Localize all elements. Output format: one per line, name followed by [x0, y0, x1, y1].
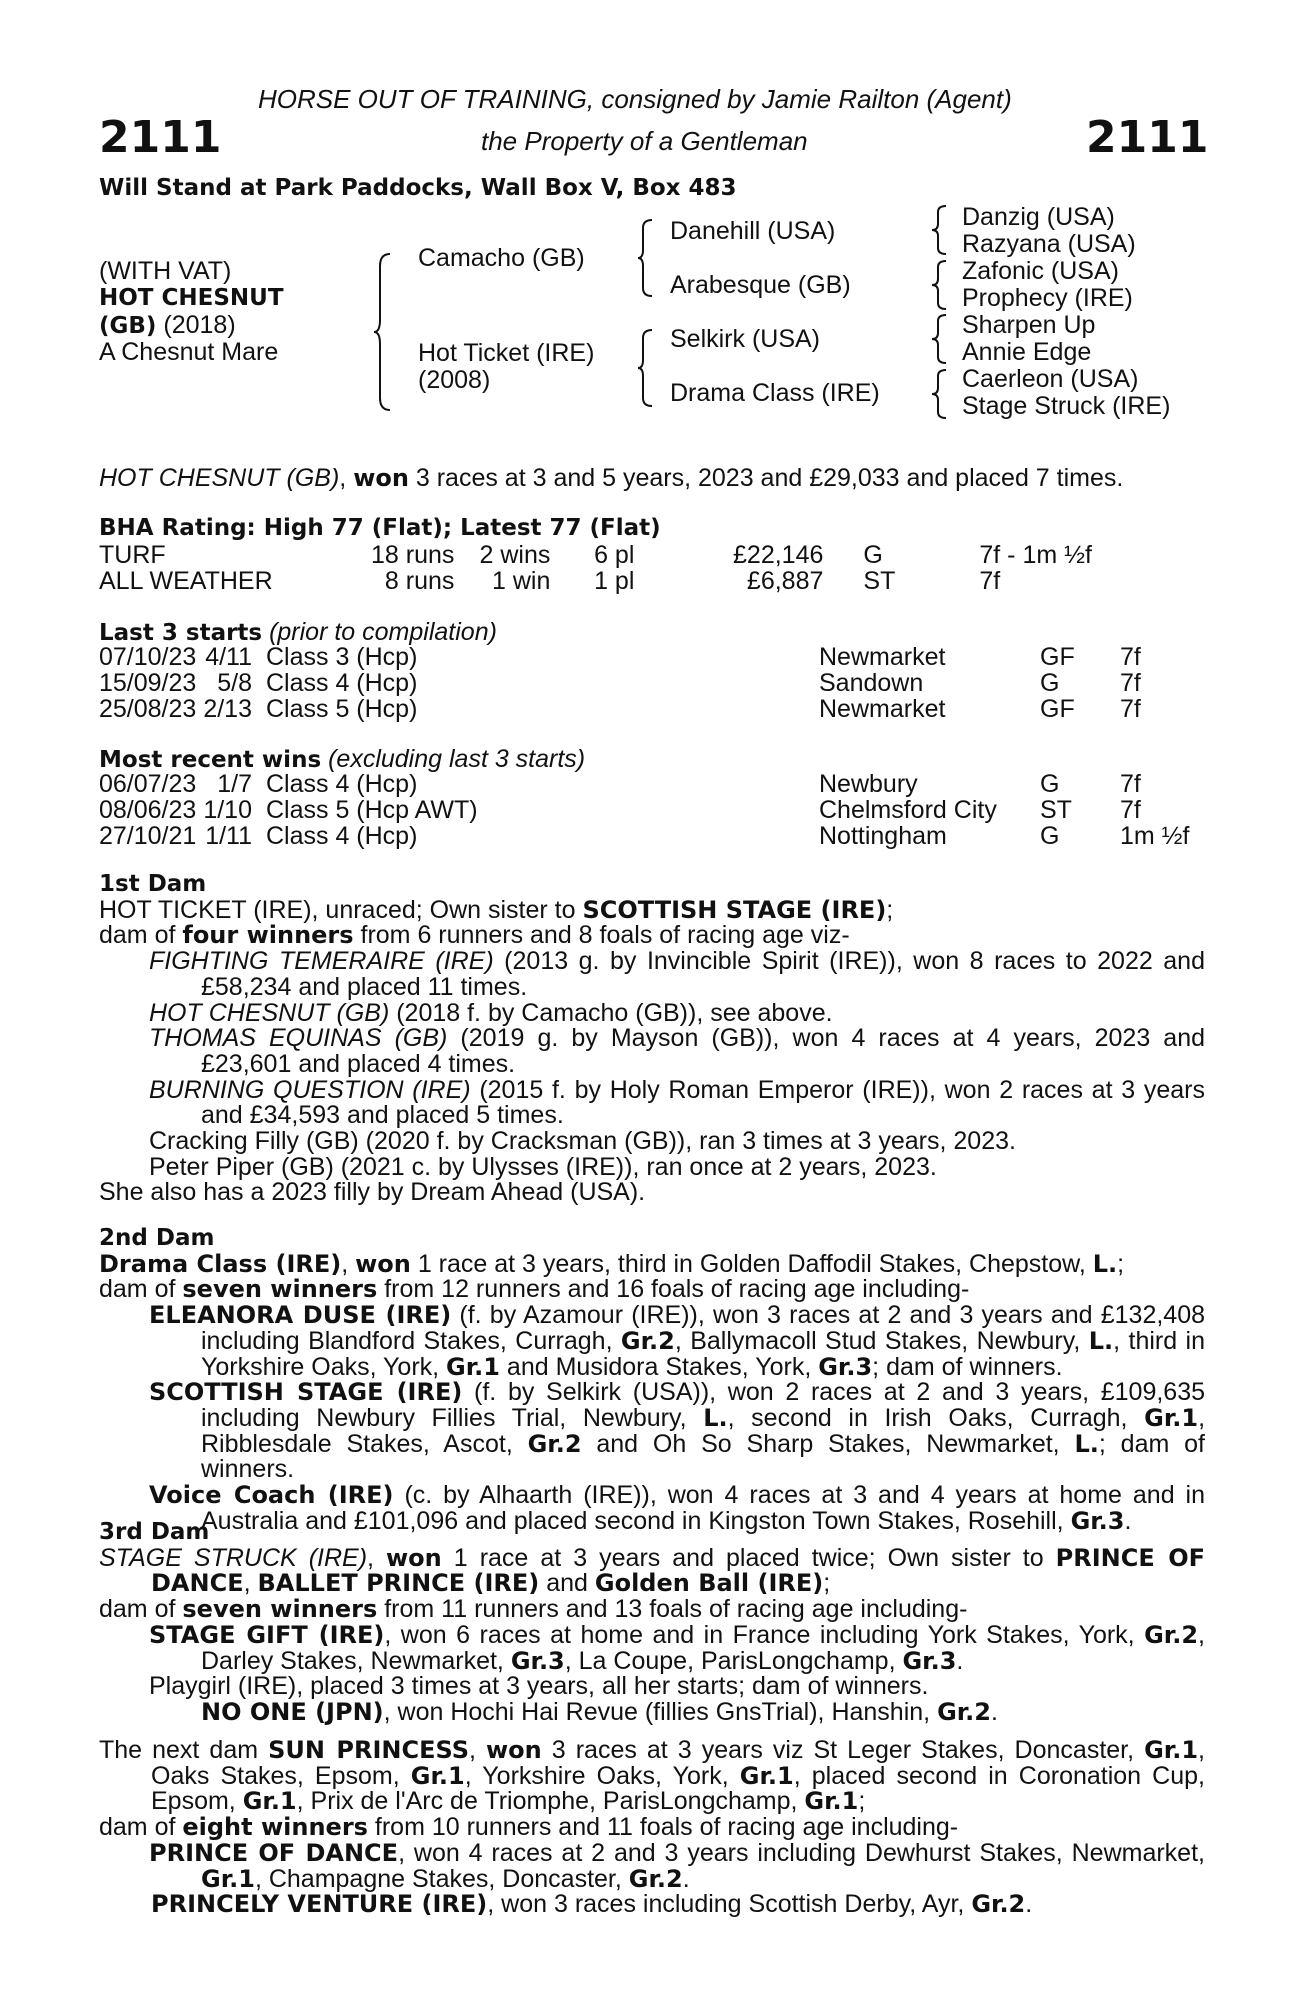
position: 1/10 [203, 796, 252, 824]
horse-country-year [99, 312, 236, 340]
pedigree-g3-2: Razyana (USA) [962, 230, 1136, 258]
table-row [99, 696, 1141, 722]
runs: 18 runs [371, 541, 455, 569]
distance: 7f [1120, 669, 1141, 697]
course: Sandown [819, 669, 924, 697]
race-class: Class 5 (Hcp AWT) [266, 796, 478, 824]
next-dam-line2: dam of eight winners from 10 runners and 11 foals of racing age including- [99, 1813, 959, 1842]
progeny-no-one: NO ONE (JPN), won Hochi Hai Revue (fillies GnsTrial), Hanshin, Gr.2. [201, 1697, 998, 1726]
table-row [99, 797, 1189, 823]
course: Chelmsford City [819, 796, 997, 824]
distance: 1m ½f [1120, 822, 1190, 850]
progeny-voice-coach: Voice Coach (IRE) (c. by Alhaarth (IRE)), won 4 races at 3 and 4 years at home and in Australia and £101,096 and placed second in Kingston Town Stakes, Rosehill, Gr.3. [149, 1481, 1205, 1535]
wins: 2 wins [479, 541, 551, 569]
progeny-fighting-temeraire: FIGHTING TEMERAIRE (IRE) (2013 g. by Invincible Spirit (IRE)), won 8 races to 2022 and £58,234 and placed 11 times. [149, 947, 1205, 1001]
progeny-peter-piper: Peter Piper (GB) (2021 c. by Ulysses (IRE)), ran once at 2 years, 2023. [149, 1152, 937, 1181]
pedigree-g3-7: Caerleon (USA) [962, 365, 1139, 393]
vat-note: (WITH VAT) [99, 257, 232, 285]
horse-name: HOT CHESNUT [99, 285, 284, 311]
progeny-stage-gift: STAGE GIFT (IRE), won 6 races at home and in France including York Stakes, York, Gr.2, Darley Stakes, Newmarket, Gr.3, La Coupe, ParisLongchamp, Gr.3. [149, 1620, 1205, 1675]
wins: 1 win [492, 567, 551, 595]
table-row [99, 823, 1189, 849]
date: 08/06/23 [99, 796, 197, 824]
progeny-cracking-filly: Cracking Filly (GB) (2020 f. by Cracksman (GB)), ran 3 times at 3 years, 2023. [149, 1127, 1016, 1156]
going: G [1040, 822, 1060, 850]
first-dam-line1: HOT TICKET (IRE), unraced; Own sister to SCOTTISH STAGE (IRE); [99, 895, 894, 924]
first-dam-line2: dam of four winners from 6 runners and 8 foals of racing age viz- [99, 921, 850, 950]
going: ST [1040, 796, 1072, 824]
surface-record-table [99, 542, 1092, 594]
position: 4/11 [205, 643, 252, 671]
distance: 7f [1120, 796, 1141, 824]
going: GF [1040, 695, 1075, 723]
pedigree-g3-8: Stage Struck (IRE) [962, 392, 1171, 420]
race-class: Class 4 (Hcp) [266, 822, 418, 850]
runs: 8 runs [384, 567, 455, 595]
lot-number-left: 2111 [99, 112, 222, 163]
date: 07/10/23 [99, 643, 197, 671]
table-row [99, 771, 1189, 797]
pedigree-brace-g1 [930, 204, 950, 256]
going: ST [863, 567, 896, 595]
progeny-burning-question: BURNING QUESTION (IRE) (2015 f. by Holy Roman Emperor (IRE)), won 2 races at 3 years and £34,593 and placed 5 times. [149, 1075, 1205, 1130]
last3-title: Last 3 starts [99, 620, 263, 646]
surface: ALL WEATHER [99, 567, 273, 595]
date: 15/09/23 [99, 669, 197, 697]
distance: 7f - 1m ½f [979, 541, 1092, 569]
pedigree-sire: Camacho (GB) [418, 244, 585, 272]
progeny-princely-venture: PRINCELY VENTURE (IRE), won 3 races including Scottish Derby, Ayr, Gr.2. [151, 1890, 1033, 1919]
pedigree-sire-sire: Danehill (USA) [670, 217, 836, 245]
stand-location: Will Stand at Park Paddocks, Wall Box V, Box 483 [99, 175, 737, 201]
date: 25/08/23 [99, 695, 197, 723]
course: Nottingham [819, 822, 947, 850]
recent-note: (excluding last 3 starts) [321, 745, 586, 773]
second-dam-line1: Drama Class (IRE), won 1 race at 3 years, third in Golden Daffodil Stakes, Chepstow, L.; [99, 1249, 1125, 1278]
recent-title: Most recent wins [99, 747, 322, 773]
third-dam-heading: 3rd Dam [99, 1519, 210, 1545]
second-dam-heading: 2nd Dam [99, 1225, 215, 1251]
pedigree-dam: Hot Ticket (IRE) [418, 339, 595, 367]
race-class: Class 3 (Hcp) [266, 643, 418, 671]
progeny-thomas-equinas: THOMAS EQUINAS (GB) (2019 g. by Mayson (GB)), won 4 races at 4 years, 2023 and £23,601 and placed 4 times. [149, 1024, 1206, 1078]
going: G [1040, 770, 1060, 798]
pedigree-brace-dam [636, 328, 656, 408]
pedigree-g3-6: Annie Edge [962, 338, 1092, 366]
date: 27/10/21 [99, 822, 197, 850]
earnings: £22,146 [733, 541, 824, 569]
distance: 7f [1120, 643, 1141, 671]
rating-heading: BHA Rating: High 77 (Flat); Latest 77 (Flat) [99, 515, 661, 541]
pedigree-dam-dam: Drama Class (IRE) [670, 379, 880, 407]
last3-note: (prior to compilation) [262, 618, 497, 646]
table-row [99, 568, 1092, 594]
third-dam-line2: dam of seven winners from 11 runners and 13 foals of racing age including- [99, 1595, 968, 1624]
next-dam-section [99, 1738, 1205, 1918]
race-class: Class 4 (Hcp) [266, 669, 418, 697]
pedigree-g3-1: Danzig (USA) [962, 203, 1115, 231]
going: GF [1040, 643, 1075, 671]
second-dam-section [99, 1226, 1205, 1534]
course: Newmarket [819, 695, 946, 723]
pedigree-brace-g2 [930, 259, 950, 311]
horse-year: (2018) [156, 311, 236, 339]
horse-description: A Chesnut Mare [99, 338, 279, 366]
progeny-scottish-stage: SCOTTISH STAGE (IRE) (f. by Selkirk (USA)), won 2 races at 2 and 3 years, £109,635 including Newbury Fillies Trial, Newbury, L., second in Irish Oaks, Curragh, Gr.1, Ribblesdale Stakes, Ascot, Gr.2 and Oh So Sharp Stakes, Newmarket, L.; dam of winners. [149, 1378, 1206, 1484]
course: Newbury [819, 770, 918, 798]
progeny-hot-chesnut: HOT CHESNUT (GB) (2018 f. by Camacho (GB)), see above. [149, 998, 833, 1027]
table-row [99, 644, 1141, 670]
position: 1/7 [217, 770, 252, 798]
race-class: Class 5 (Hcp) [266, 695, 418, 723]
going: G [1040, 669, 1060, 697]
third-dam-line1: STAGE STRUCK (IRE), won 1 race at 3 years and placed twice; Own sister to PRINCE OF DANCE, BALLET PRINCE (IRE) and Golden Ball (IRE); [99, 1543, 1205, 1598]
summary-won: won [353, 464, 409, 492]
pedigree-brace-g3 [930, 313, 950, 365]
lot-number-right: 2111 [1086, 112, 1209, 163]
progeny-playgirl: Playgirl (IRE), placed 3 times at 3 years, all her starts; dam of winners. [149, 1672, 929, 1701]
pedigree-g3-5: Sharpen Up [962, 311, 1096, 339]
third-dam-section [99, 1520, 1205, 1726]
second-dam-line2: dam of seven winners from 12 runners and 16 foals of racing age including- [99, 1275, 970, 1304]
course: Newmarket [819, 643, 946, 671]
pedigree-brace-main [372, 252, 394, 412]
pedigree-brace-sire [636, 218, 656, 298]
progeny-prince-of-dance: PRINCE OF DANCE, won 4 races at 2 and 3 years including Dewhurst Stakes, Newmarket, Gr.1, Champagne Stakes, Doncaster, Gr.2. [149, 1838, 1205, 1893]
first-dam-section [99, 872, 1205, 1206]
distance: 7f [1120, 770, 1141, 798]
table-row [99, 542, 1092, 568]
pedigree-dam-year: (2008) [418, 366, 491, 394]
first-dam-closing: She also has a 2023 filly by Dream Ahead (USA). [99, 1178, 646, 1207]
going: G [863, 541, 883, 569]
horse-country: (GB) [99, 313, 157, 339]
summary-horse-name: HOT CHESNUT (GB) [99, 464, 340, 492]
recent-wins-table [99, 771, 1189, 849]
distance: 7f [1120, 695, 1141, 723]
date: 06/07/23 [99, 770, 197, 798]
position: 1/11 [205, 822, 252, 850]
position: 2/13 [203, 695, 252, 723]
property-line: the Property of a Gentleman [481, 126, 808, 156]
last3-table [99, 644, 1141, 722]
earnings: £6,887 [746, 567, 824, 595]
summary-rest: 3 races at 3 and 5 years, 2023 and £29,033 and placed 7 times. [408, 464, 1124, 492]
placed: 1 pl [594, 567, 635, 595]
consignor-line: HORSE OUT OF TRAINING, consigned by Jamie Railton (Agent) [258, 84, 1012, 114]
pedigree-g3-3: Zafonic (USA) [962, 257, 1119, 285]
surface: TURF [99, 541, 166, 569]
pedigree-g3-4: Prophecy (IRE) [962, 284, 1133, 312]
table-row [99, 670, 1141, 696]
placed: 6 pl [594, 541, 635, 569]
pedigree-sire-dam: Arabesque (GB) [670, 271, 851, 299]
position: 5/8 [217, 669, 252, 697]
first-dam-heading: 1st Dam [99, 871, 207, 897]
next-dam-line1: The next dam SUN PRINCESS, won 3 races at 3 years viz St Leger Stakes, Doncaster, Gr.1, Oaks Stakes, Epsom, Gr.1, Yorkshire Oaks, York, Gr.1, placed second in Coronation Cup, Epsom, Gr.1, Prix de l'Arc de Triomphe, ParisLongchamp, Gr.1; [99, 1736, 1205, 1816]
distance: 7f [979, 567, 1001, 595]
race-summary: HOT CHESNUT (GB), won 3 races at 3 and 5 years, 2023 and £29,033 and placed 7 times. [99, 464, 1124, 492]
progeny-eleanora-duse: ELEANORA DUSE (IRE) (f. by Azamour (IRE)), won 3 races at 2 and 3 years and £132,408 including Blandford Stakes, Curragh, Gr.2, Ballymacoll Stud Stakes, Newbury, L., third in Yorkshire Oaks, York, Gr.1 and Musidora Stakes, York, Gr.3; dam of winners. [149, 1301, 1205, 1381]
race-class: Class 4 (Hcp) [266, 770, 418, 798]
pedigree-brace-g4 [930, 368, 950, 420]
pedigree-dam-sire: Selkirk (USA) [670, 325, 821, 353]
